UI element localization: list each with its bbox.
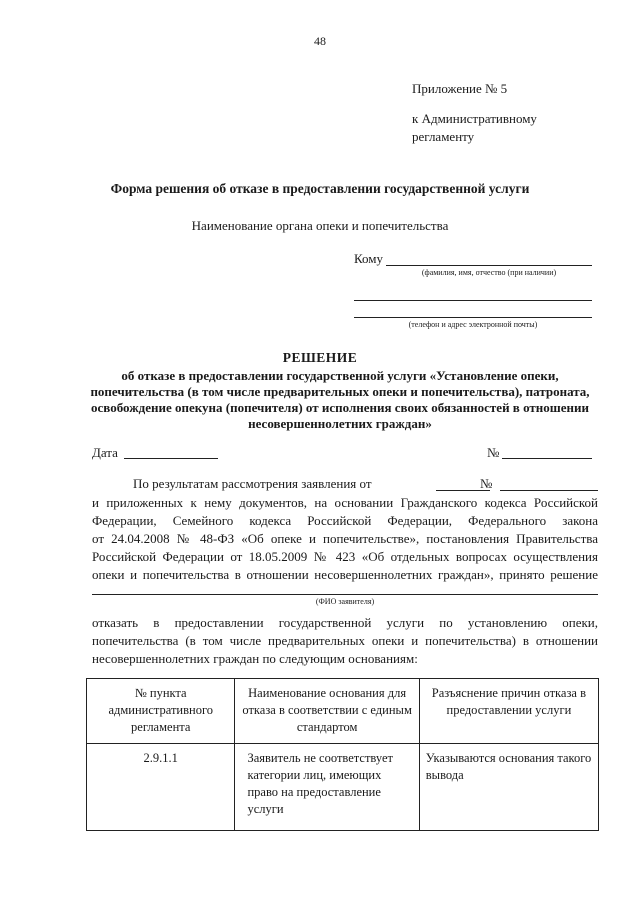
- cell-clause: 2.9.1.1: [87, 744, 235, 831]
- body-line: опеки и попечительства в отношении несовершеннолетних граждан», принято решение: [92, 567, 598, 582]
- applicant-caption: (ФИО заявителя): [315, 597, 375, 606]
- body-line1-a: По результатам рассмотрения заявления от: [133, 476, 372, 491]
- header-cell-explanation: Разъяснение причин отказа в предоставлении услуги: [419, 679, 598, 744]
- decision-heading: РЕШЕНИЕ: [282, 350, 358, 365]
- recipient-contacts-caption: (телефон и адрес электронной почты): [408, 320, 538, 329]
- number-line[interactable]: [502, 458, 592, 459]
- annex-to-line1: к Административному: [412, 111, 537, 126]
- header-cell-reason: Наименование основания для отказа в соответствии с единым стандартом: [235, 679, 419, 744]
- recipient-name-caption: (фамилия, имя, отчество (при наличии): [421, 268, 557, 277]
- refusal-reasons-table: [86, 678, 599, 831]
- annex-title: Приложение № 5: [412, 81, 508, 96]
- page-number: 48: [314, 34, 326, 48]
- table-header-row: [87, 679, 599, 744]
- header-cell-clause: № пункта административного регламента: [87, 679, 235, 744]
- cell-reason: Заявитель не соответствует категории лиц, имеющих право на предоставление услуги: [235, 744, 419, 831]
- number-label: №: [487, 445, 500, 460]
- application-number-line[interactable]: [500, 490, 598, 491]
- subject-line: об отказе в предоставлении государственной услуги «Установление опеки,: [121, 368, 559, 383]
- applicant-name-line[interactable]: [92, 594, 598, 595]
- table-row: [87, 744, 599, 831]
- date-label: Дата: [92, 445, 118, 460]
- body-line1-b: №: [480, 476, 493, 491]
- body-line: и приложенных к нему документов, на основании Гражданского кодекса Российской: [92, 495, 598, 510]
- annex-to-line2: регламенту: [412, 129, 475, 144]
- refusal-line: попечительства (в том числе предварительных опеки и попечительства) в отношении: [92, 633, 598, 648]
- recipient-name-line[interactable]: [386, 265, 592, 266]
- body-line: от 24.04.2008 № 48-ФЗ «Об опеке и попечительстве», постановления Правительства: [92, 531, 598, 546]
- refusal-line: отказать в предоставлении государственной услуги по установлению опеки,: [92, 615, 598, 630]
- subject-line: освобождение опекуна (попечителя) от исполнения своих обязанностей в отношении: [91, 400, 589, 415]
- cell-explanation: Указываются основания такого вывода: [419, 744, 598, 831]
- subject-line: попечительства (в том числе предварительных опеки и попечительства), патроната,: [90, 384, 590, 399]
- recipient-contacts-line[interactable]: [354, 317, 592, 318]
- organ-name: Наименование органа опеки и попечительства: [191, 218, 449, 233]
- body-line: Российской Федерации от 18.05.2009 № 423 «Об отдельных вопросах осуществления: [92, 549, 598, 564]
- date-line[interactable]: [124, 458, 218, 459]
- form-title: Форма решения об отказе в предоставлении государственной услуги: [110, 181, 530, 196]
- subject-line: несовершеннолетних граждан»: [248, 416, 432, 431]
- body-line: Федерации, Семейного кодекса Российской Федерации, Федерального закона: [92, 513, 598, 528]
- recipient-address-line[interactable]: [354, 300, 592, 301]
- recipient-label: Кому: [354, 251, 384, 266]
- annex-block: [412, 80, 537, 146]
- decision-subject: [80, 368, 600, 432]
- refusal-line: несовершеннолетних граждан по следующим основаниям:: [92, 651, 418, 666]
